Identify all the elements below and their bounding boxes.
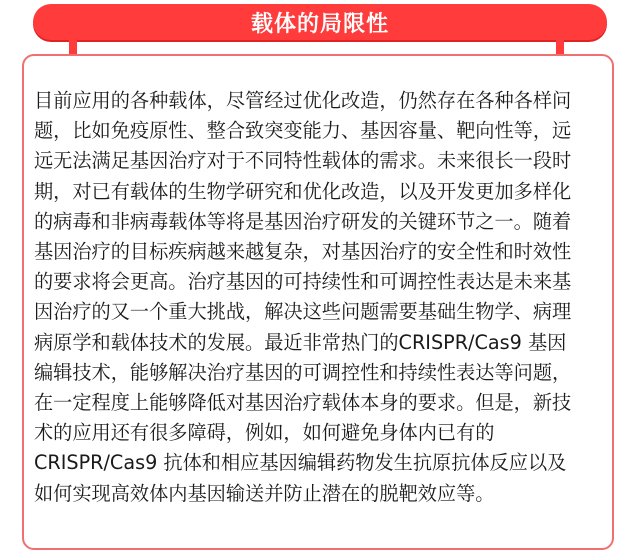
body-paragraph: 目前应用的各种载体，尽管经过优化改造，仍然存在各种各样问 题，比如免疫原性、整合致突变能力、基因容量、靶向性等，远 远无法满足基因治疗对于不同特性载体的需求。未来很长一段时 期，对已有载体的生物学研究和优化改造，以及开发更加多样化 的病毒和非病毒载体等将是基因治疗研发的关键环节之一。随着 基因治疗的目标疾病越来越复杂，对基因治疗的安全性和时效性 的要求将会更高。治疗基因的可持续性和可调控性表达是未来基 因治疗的又一个重大挑战，解决这些问题需要基础生物学、病理 病原学和载体技术的发展。最近非常热门的CRISPR/Cas9 基因 编辑技术，能够解决治疗基因的可调控性和持续性表达等问题， 在一定程度上能够降低对基因治疗载体本身的要求。但是，新技 术的应用还有很多障碍，例如，如何避免身体内已有的 CRISPR/Cas9 抗体和相应基因编辑药物发生抗原抗体反应以及 如何实现高效体内基因输送并防止潜在的脱靶效应等。 <box>34 89 572 505</box>
section-title-banner <box>33 4 607 40</box>
section-title: 载体的局限性 <box>250 11 389 37</box>
